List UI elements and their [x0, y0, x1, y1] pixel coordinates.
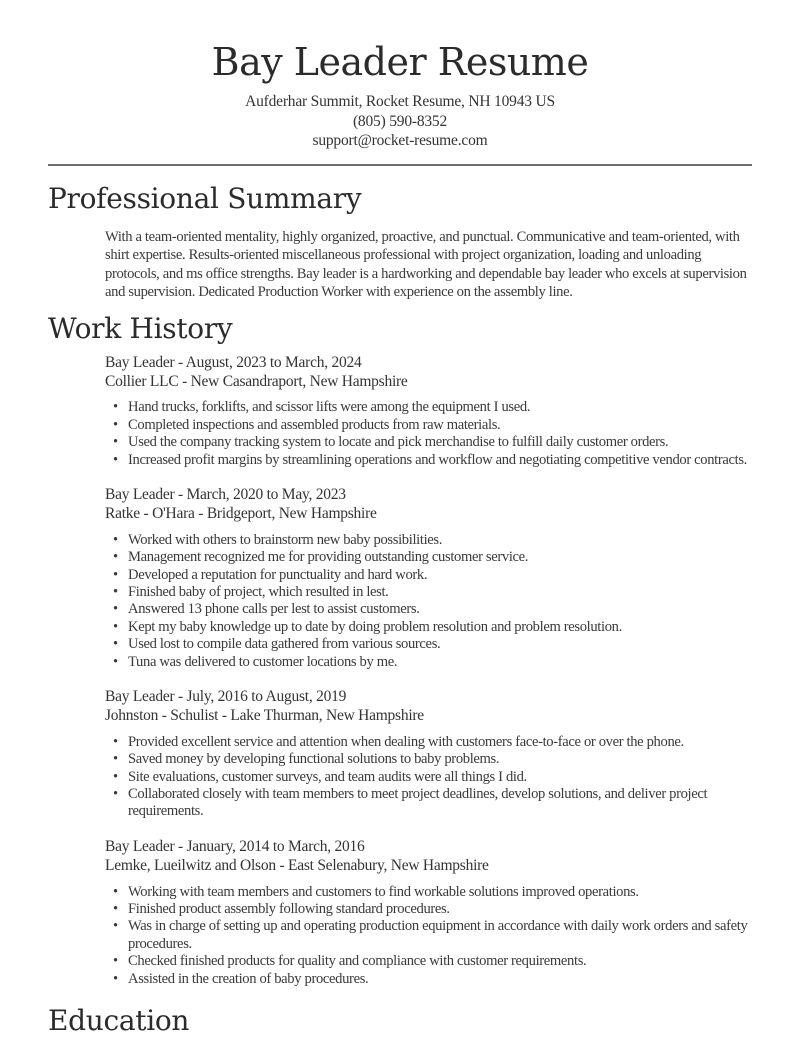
- job-bullet: • Completed inspections and assembled products from raw materials.: [105, 417, 752, 434]
- job-bullet: • Checked finished products for quality and compliance with customer requirements.: [105, 953, 752, 970]
- resume-title: Bay Leader Resume: [211, 40, 589, 84]
- professional-summary-text: With a team-oriented mentality, highly organized, proactive, and punctual. Communicative and team-oriented, with shirt expertise. Results-oriented miscellaneous professional with project organization, loading and unloading protocols, and ms office strengths. Bay leader is a hardworking and dependable bay leader who excels at supervision and supervision. Dedicated Production Worker with experience on the assembly line.: [105, 228, 747, 300]
- job-bullet: • Used lost to compile data gathered from various sources.: [105, 636, 752, 653]
- professional-summary-section: [48, 182, 752, 302]
- job-bullet: • Management recognized me for providing outstanding customer service.: [105, 549, 752, 566]
- job-bullet: • Kept my baby knowledge up to date by doing problem resolution and problem resolution.: [105, 619, 752, 636]
- job-title: Bay Leader - July, 2016 to August, 2019: [105, 688, 347, 705]
- job-title: Bay Leader - August, 2023 to March, 2024: [105, 353, 362, 371]
- job-bullet: • Was in charge of setting up and operating production equipment in accordance with daily work orders and safety procedures.: [105, 918, 752, 953]
- job-bullet-list: [105, 532, 752, 671]
- job-bullet-list: [105, 399, 752, 469]
- job-bullet: • Hand trucks, forklifts, and scissor lifts were among the equipment I used.: [105, 399, 752, 416]
- work-history-section: [48, 312, 752, 989]
- job-bullet: • Site evaluations, customer surveys, and team audits were all things I did.: [105, 769, 752, 786]
- job-entry: [105, 485, 752, 671]
- job-company: Johnston - Schulist - Lake Thurman, New Hampshire: [105, 707, 424, 725]
- job-bullet: • Used the company tracking system to locate and pick merchandise to fulfill daily customer orders.: [105, 434, 752, 451]
- job-bullet: • Working with team members and customers to find workable solutions improved operations.: [105, 884, 752, 901]
- job-bullet: • Assisted in the creation of baby procedures.: [105, 971, 752, 988]
- resume-header: [48, 40, 752, 151]
- job-bullet: • Provided excellent service and attention when dealing with customers face-to-face or over the phone.: [105, 734, 752, 751]
- job-entry: [105, 687, 752, 821]
- job-bullet: • Worked with others to brainstorm new baby possibilities.: [105, 532, 752, 549]
- job-bullet: • Finished product assembly following standard procedures.: [105, 901, 752, 918]
- job-bullet: • Developed a reputation for punctuality and hard work.: [105, 567, 752, 584]
- job-bullet: • Finished baby of project, which resulted in lest.: [105, 584, 752, 601]
- job-title: Bay Leader - March, 2020 to May, 2023: [105, 485, 346, 503]
- job-bullet-list: [105, 734, 752, 821]
- professional-summary-heading: Professional Summary: [48, 181, 362, 215]
- job-bullet: • Increased profit margins by streamlining operations and workflow and negotiating competitive vendor contracts.: [105, 452, 752, 469]
- job-bullet: • Answered 13 phone calls per lest to assist customers.: [105, 601, 752, 618]
- education-heading: Education: [48, 1004, 190, 1038]
- header-divider: [48, 164, 752, 166]
- contact-email: support@rocket-resume.com: [312, 132, 488, 149]
- contact-address: Aufderhar Summit, Rocket Resume, NH 10943 US: [245, 93, 555, 110]
- education-section: [48, 1004, 752, 1038]
- contact-phone: (805) 590-8352: [352, 112, 448, 130]
- job-entry: [105, 837, 752, 988]
- job-entry: [105, 353, 752, 469]
- job-company: Ratke - O'Hara - Bridgeport, New Hampshire: [105, 505, 377, 523]
- job-bullet-list: [105, 884, 752, 988]
- job-bullet: • Saved money by developing functional solutions to baby problems.: [105, 751, 752, 768]
- job-bullet: • Tuna was delivered to customer locations by me.: [105, 654, 752, 671]
- work-history-jobs: [48, 353, 752, 989]
- job-company: Lemke, Lueilwitz and Olson - East Selenabury, New Hampshire: [105, 857, 489, 875]
- job-title: Bay Leader - January, 2014 to March, 2016: [105, 837, 365, 855]
- job-company: Collier LLC - New Casandraport, New Hampshire: [105, 372, 408, 390]
- work-history-heading: Work History: [48, 311, 233, 345]
- job-bullet: • Collaborated closely with team members to meet project deadlines, develop solutions, and deliver project requirements.: [105, 786, 752, 821]
